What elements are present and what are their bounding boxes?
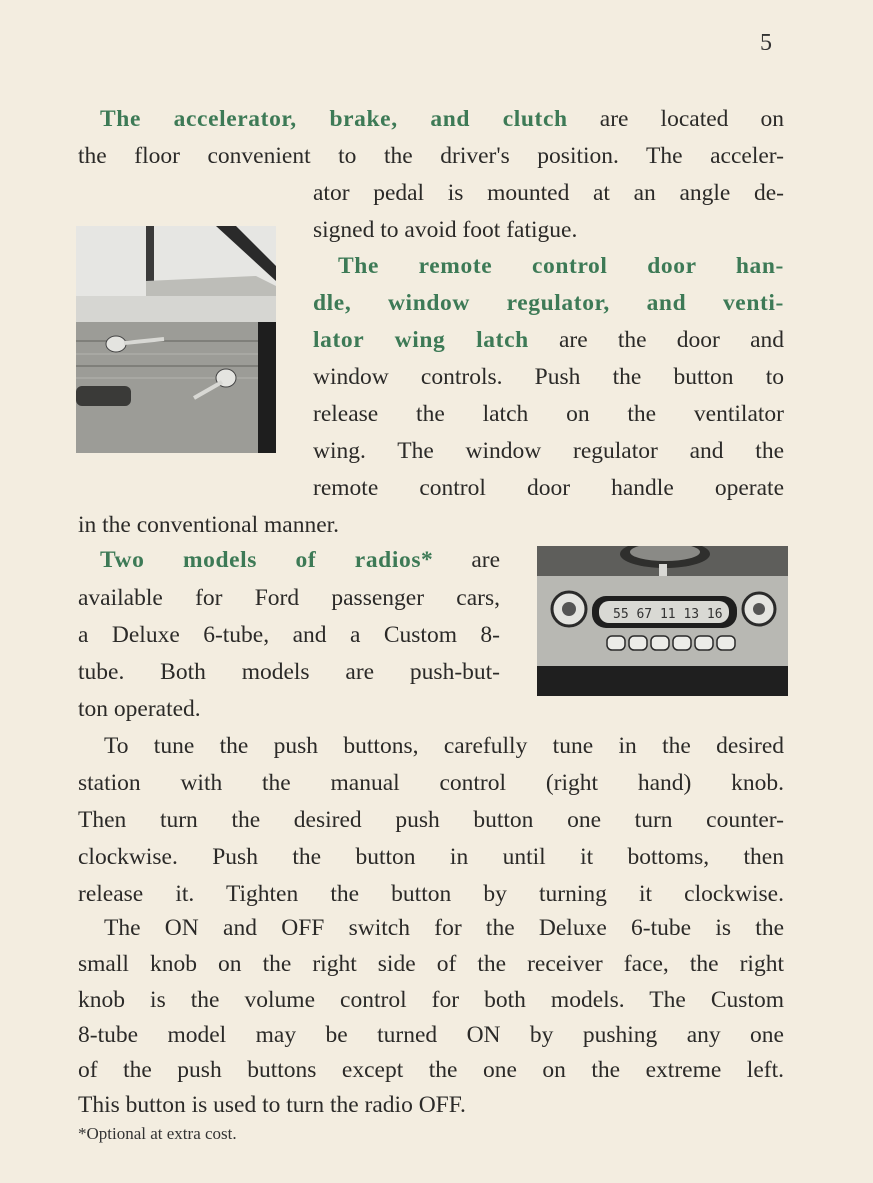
section1-line1: [100, 101, 784, 137]
section3-line5: ton operated.: [78, 696, 201, 722]
section1-heading: The accelerator, brake, and clutch: [100, 106, 568, 132]
tune-line-1: To tune the push buttons, carefully tune in the desired: [104, 733, 784, 759]
radio-photo: [537, 546, 788, 696]
section2-line5: release the latch on the ventilator: [313, 401, 784, 427]
tune-line-5: release it. Tighten the button by turning it clockwise.: [78, 881, 784, 907]
section3-line4: tube. Both models are push-but-: [78, 659, 500, 685]
section3-heading: Two models of radios*: [100, 547, 434, 573]
section2-line6: wing. The window regulator and the: [313, 438, 784, 464]
section1-line4: signed to avoid foot fatigue.: [313, 217, 578, 243]
page-number: 5: [760, 30, 772, 56]
section3-line1: [100, 542, 500, 578]
section1-line1-text: are located on: [599, 106, 784, 132]
section2-line4: window controls. Push the button to: [313, 364, 784, 390]
tune-line-2: station with the manual control (right hand) knob.: [78, 770, 784, 796]
footnote: *Optional at extra cost.: [78, 1124, 237, 1143]
section2-line7: remote control door handle operate: [313, 475, 784, 501]
section2-heading-line1: The remote control door han-: [338, 253, 784, 279]
section3-line2: available for Ford passenger cars,: [78, 585, 500, 611]
section2-line3-text: are the door and: [559, 327, 785, 353]
section2-heading-line2: dle, window regulator, and venti-: [313, 290, 784, 316]
switch-line-4: 8-tube model may be turned ON by pushing any one: [78, 1022, 784, 1048]
section2-line3: [313, 322, 784, 358]
section1-line2: the floor convenient to the driver's position. The acceler-: [78, 143, 784, 169]
door-controls-illustration: [76, 226, 276, 453]
section1-line3: ator pedal is mounted at an angle de-: [313, 180, 784, 206]
radio-illustration: [537, 546, 788, 696]
switch-line-5: of the push buttons except the one on the extreme left.: [78, 1057, 784, 1083]
section2-line8: in the conventional manner.: [78, 512, 340, 538]
radio-dial-readout: 55 67 11 13 16: [613, 607, 723, 622]
section2-heading-line3: lator wing latch: [313, 327, 529, 353]
switch-line-2: small knob on the right side of the receiver face, the right: [78, 951, 784, 977]
tune-line-3: Then turn the desired push button one turn counter-: [78, 807, 784, 833]
section3-line3: a Deluxe 6-tube, and a Custom 8-: [78, 622, 500, 648]
tune-line-4: clockwise. Push the button in until it bottoms, then: [78, 844, 784, 870]
switch-line-3: knob is the volume control for both models. The Custom: [78, 987, 784, 1013]
door-controls-photo: [76, 226, 276, 453]
section3-line1-text: are: [471, 547, 500, 573]
switch-line-6: This button is used to turn the radio OFF.: [78, 1092, 466, 1118]
switch-line-1: The ON and OFF switch for the Deluxe 6-tube is the: [104, 915, 784, 941]
